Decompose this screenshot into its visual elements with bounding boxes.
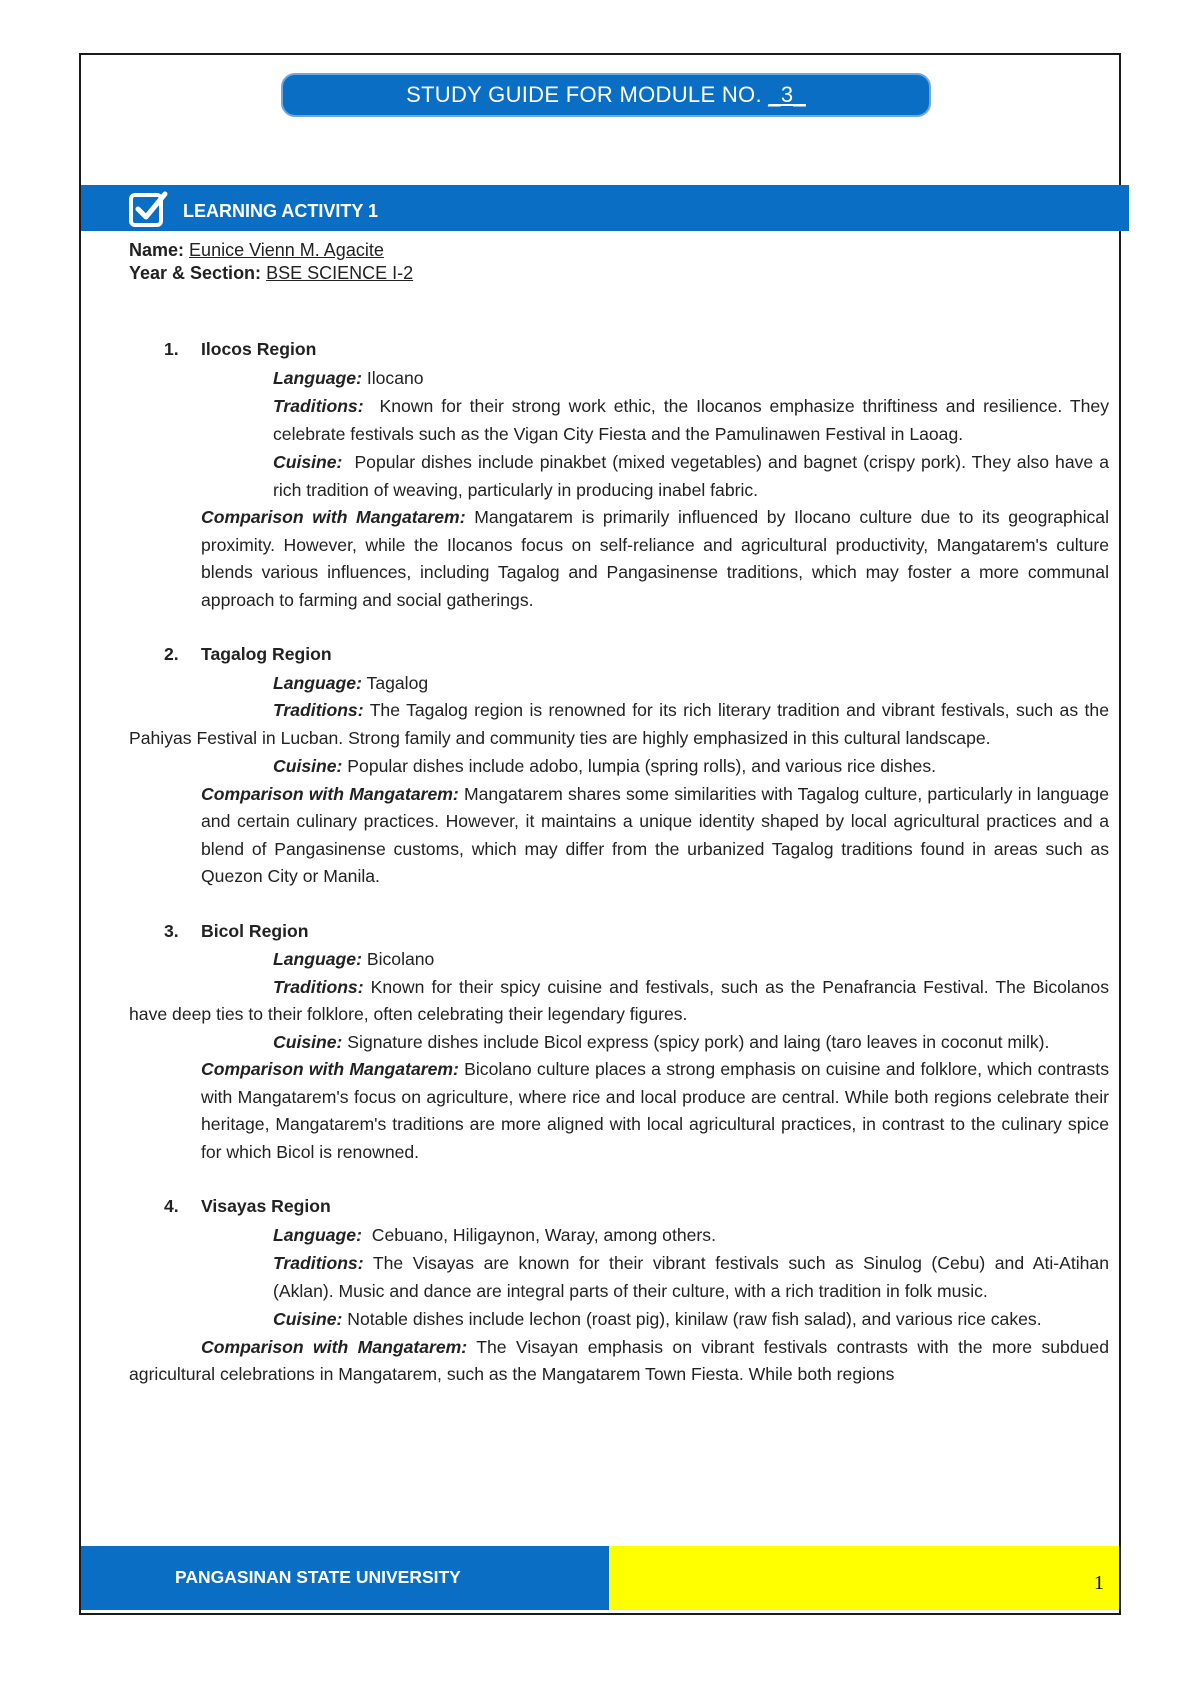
cuisine-label: Cuisine: <box>273 1031 343 1052</box>
cuisine-text: Popular dishes include pinakbet (mixed vegetables) and bagnet (crispy pork). They also have a rich tradition of weaving, particularly in producing inabel fabric. <box>273 452 1110 500</box>
comparison-label: Comparison with Mangatarem: <box>201 783 459 804</box>
name-value: Eunice Vienn M. Agacite <box>189 240 384 260</box>
learning-activity-title: LEARNING ACTIVITY 1 <box>183 201 379 221</box>
traditions-field <box>129 697 1109 752</box>
comparison-text: Mangatarem shares some similarities with Tagalog culture, particularly in language and certain culinary practices. However, it maintains a unique identity shaped by local agricultural practices and a blend of Pangasinense customs, which may differ from the urbanized Tagalog traditions found in areas such as Quezon City or Manila. <box>201 783 1110 886</box>
traditions-label: Traditions: <box>273 1253 364 1273</box>
language-label: Language: <box>273 1224 362 1245</box>
cuisine-field <box>273 1306 1109 1334</box>
traditions-label: Traditions: <box>273 396 364 416</box>
student-name-line <box>129 240 384 261</box>
student-section-line <box>129 263 413 284</box>
traditions-text: The Tagalog region is renowned for its rich literary tradition and vibrant festivals, such as the Pahiyas Festival in Lucban. Strong family and community ties are highly emphasized in this cultural landscape. <box>129 700 1109 748</box>
checkbox-check-icon <box>128 190 168 228</box>
comparison-label: Comparison with Mangatarem: <box>201 1336 468 1357</box>
language-field <box>273 946 1109 974</box>
language-field <box>273 365 1109 393</box>
traditions-field <box>129 974 1109 1029</box>
comparison-text: Bicolano culture places a strong emphasis on cuisine and folklore, which contrasts with Mangatarem's focus on agriculture, where rice and local produce are central. While both regions celebrate their heritage, Mangatarem's traditions are more aligned with local agricultural practices, in contrast to the culinary spice for which Bicol is renowned. <box>201 1059 1109 1162</box>
language-value: Cebuano, Hiligaynon, Waray, among others. <box>371 1224 716 1245</box>
region-item <box>129 336 1109 614</box>
module-title-prefix: STUDY GUIDE FOR MODULE NO. <box>406 82 769 107</box>
comparison-field <box>201 781 1109 891</box>
cuisine-field <box>273 449 1109 504</box>
region-number: 4. <box>164 1196 179 1216</box>
footer-university: PANGASINAN STATE UNIVERSITY <box>175 1567 461 1587</box>
region-number: 2. <box>164 644 179 664</box>
traditions-field <box>273 393 1109 448</box>
region-name: Tagalog Region <box>201 644 332 664</box>
name-label: Name: <box>129 240 185 260</box>
traditions-label: Traditions: <box>273 700 364 720</box>
language-label: Language: <box>273 672 362 693</box>
region-item <box>129 918 1109 1167</box>
comparison-text: The Visayan emphasis on vibrant festivals contrasts with the more subdued agricultural celebrations in Mangatarem, such as the Mangatarem Town Fiesta. While both regions <box>129 1336 1109 1384</box>
region-name: Ilocos Region <box>201 339 317 359</box>
cuisine-label: Cuisine: <box>273 756 343 776</box>
region-heading <box>129 336 1109 364</box>
language-value: Ilocano <box>366 367 424 388</box>
language-value: Bicolano <box>366 949 435 969</box>
cuisine-label: Cuisine: <box>273 452 343 472</box>
cuisine-field <box>273 753 1109 781</box>
traditions-field <box>273 1250 1109 1305</box>
module-title-banner <box>281 73 931 117</box>
comparison-field <box>201 1056 1109 1166</box>
language-field <box>273 670 1109 698</box>
cuisine-text: Signature dishes include Bicol express (spicy pork) and laing (taro leaves in coconut milk). <box>347 1031 1050 1052</box>
cuisine-text: Notable dishes include lechon (roast pig), kinilaw (raw fish salad), and various rice cakes. <box>347 1309 1042 1329</box>
language-value: Tagalog <box>366 672 429 693</box>
module-number: _3_ <box>768 82 806 107</box>
traditions-text: Known for their spicy cuisine and festivals, such as the Penafrancia Festival. The Bicolanos have deep ties to their folklore, often celebrating their legendary figures. <box>129 976 1109 1024</box>
region-name: Bicol Region <box>201 920 309 941</box>
traditions-text: The Visayas are known for their vibrant festivals such as Sinulog (Cebu) and Ati-Atihan (Aklan). Music and dance are integral parts of their culture, with a rich tradition in folk music. <box>273 1253 1109 1301</box>
footer-yellow-band <box>609 1546 1119 1610</box>
cuisine-label: Cuisine: <box>273 1309 343 1329</box>
region-item <box>129 641 1109 891</box>
cuisine-text: Popular dishes include adobo, lumpia (spring rolls), and various rice dishes. <box>347 756 937 776</box>
comparison-field <box>129 1334 1109 1389</box>
region-item <box>129 1193 1109 1389</box>
region-name: Visayas Region <box>201 1196 331 1216</box>
region-heading <box>129 1193 1109 1221</box>
regions-list <box>129 336 1109 1389</box>
traditions-text: Known for their strong work ethic, the Ilocanos emphasize thriftiness and resilience. They celebrate festivals such as the Vigan City Fiesta and the Pamulinawen Festival in Laoag. <box>273 396 1109 444</box>
language-field <box>273 1222 1109 1250</box>
region-heading <box>129 918 1109 946</box>
section-value: BSE SCIENCE I-2 <box>266 263 414 283</box>
comparison-label: Comparison with Mangatarem: <box>201 1059 459 1079</box>
region-number: 3. <box>164 920 179 941</box>
language-label: Language: <box>273 367 362 388</box>
comparison-field <box>201 504 1109 614</box>
page-number: 1 <box>1094 1572 1104 1594</box>
comparison-label: Comparison with Mangatarem: <box>201 507 466 527</box>
region-number: 1. <box>164 339 179 359</box>
region-heading <box>129 641 1109 669</box>
section-label: Year & Section: <box>129 263 262 283</box>
language-label: Language: <box>273 949 362 969</box>
comparison-text: Mangatarem is primarily influenced by Ilocano culture due to its geographical proximity. However, while the Ilocanos focus on self-reliance and agricultural productivity, Mangatarem's culture blends various influences, including Tagalog and Pangasinense traditions, which may foster a more communal approach to farming and social gatherings. <box>201 507 1109 610</box>
cuisine-field <box>129 1029 1109 1057</box>
traditions-label: Traditions: <box>273 976 364 997</box>
